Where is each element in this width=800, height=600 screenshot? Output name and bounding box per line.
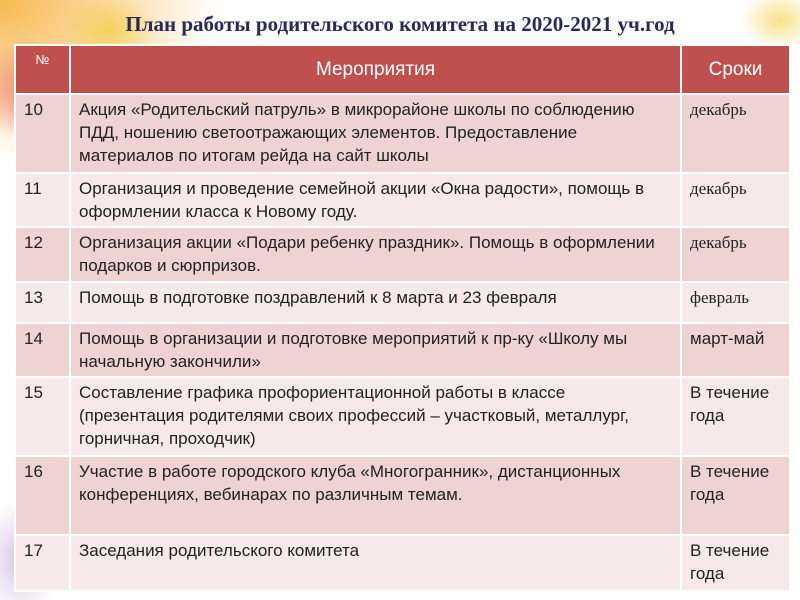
row-term: февраль [681,282,790,323]
row-term: декабрь [681,173,790,227]
row-term: В течение года [681,456,790,535]
header-term: Сроки [681,45,790,94]
header-number: № [15,45,70,94]
row-event: Помощь в организации и подготовке мероприятий к пр-ку «Школу мы начальную закончили» [70,323,681,377]
row-number: 13 [15,282,70,323]
table-row [15,173,790,227]
table-row [15,456,790,535]
row-event: Акция «Родительский патруль» в микрорайоне школы по соблюдению ПДД, ношению светоотражающих элементов. Предоставление материалов по итогам рейда на сайт школы [70,94,681,173]
row-event: Заседания родительского комитета [70,535,681,591]
table-row [15,227,790,282]
row-event: Организация акции «Подари ребенку праздник». Помощь в оформлении подарков и сюрпризов. [70,227,681,282]
row-number: 17 [15,535,70,591]
row-event: Участие в работе городского клуба «Многогранник», дистанционных конференциях, вебинарах по различным темам. [70,456,681,535]
row-event: Составление графика профориентационной работы в классе (презентация родителями своих профессий – участковый, металлург, горничная, проходчик) [70,377,681,456]
row-number: 11 [15,173,70,227]
table-row [15,535,790,591]
table-row [15,377,790,456]
table-row [15,94,790,173]
row-number: 15 [15,377,70,456]
row-number: 16 [15,456,70,535]
row-term: март-май [681,323,790,377]
table-row [15,323,790,377]
row-number: 14 [15,323,70,377]
row-term: декабрь [681,94,790,173]
page-title: План работы родительского комитета на 2020-2021 уч.год [125,12,675,36]
row-event: Организация и проведение семейной акции «Окна радости», помощь в оформлении класса к Новому году. [70,173,681,227]
row-term: В течение года [681,377,790,456]
row-term: декабрь [681,227,790,282]
row-number: 10 [15,94,70,173]
table-row [15,282,790,323]
row-number: 12 [15,227,70,282]
plan-table [14,44,791,592]
row-event: Помощь в подготовке поздравлений к 8 марта и 23 февраля [70,282,681,323]
header-event: Мероприятия [70,45,681,94]
row-term: В течение года [681,535,790,591]
table-header-row [15,45,790,94]
